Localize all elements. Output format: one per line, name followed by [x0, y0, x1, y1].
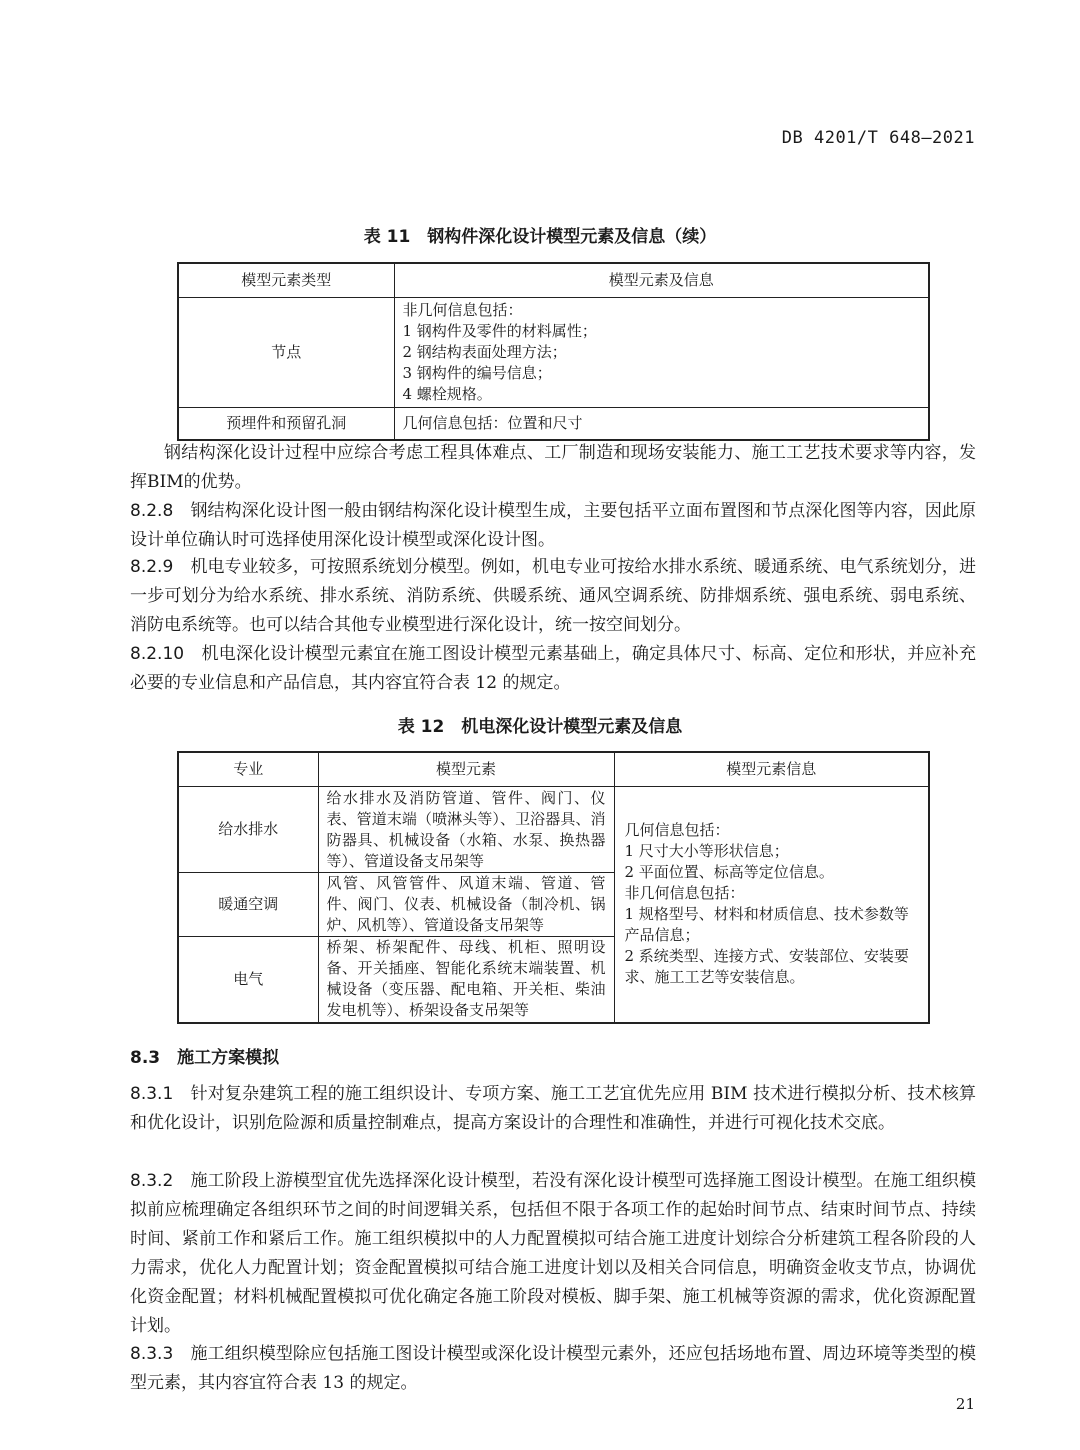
element-info-cell [394, 408, 929, 440]
info-line: 4 螺栓规格。 [402, 385, 492, 403]
section-heading-8-3 [130, 1043, 279, 1068]
column-header: 模型元素类型 [178, 263, 394, 298]
info-line: 3 钢构件的编号信息； [402, 364, 552, 382]
clause-8-3-3 [130, 1340, 976, 1398]
clause-number: 8.3.1 [130, 1084, 174, 1104]
info-line: 1 尺寸大小等形状信息； [624, 842, 789, 861]
clause-text: 机电专业较多，可按照系统划分模型。例如，机电专业可按给水排水系统、暖通系统、电气系统划分，进一步可划分为给水系统、排水系统、消防系统、供暖系统、通风空调系统、防排烟系统、强电系统、弱电系统、消防电系统等。也可以结合其他专业模型进行深化设计，统一按空间划分。 [130, 557, 977, 635]
clause-number: 8.3.3 [130, 1344, 174, 1364]
clause-number: 8.2.8 [130, 501, 174, 521]
elements-cell: 风管、风管管件、风道末端、管道、管件、阀门、仪表、机械设备（制冷机、锅炉、风机等）、管道设备支吊架等 [318, 873, 614, 937]
info-line: 非几何信息包括： [402, 301, 523, 319]
standard-number: DB 4201/T 648—2021 [781, 128, 975, 148]
discipline-cell: 电气 [178, 937, 318, 1023]
column-header: 模型元素信息 [614, 752, 929, 787]
clause-text: 机电深化设计模型元素宜在施工图设计模型元素基础上，确定具体尺寸、标高、定位和形状，并应补充必要的专业信息和产品信息，其内容宜符合表 12 的规定。 [130, 644, 977, 693]
info-line: 2 系统类型、连接方式、安装部位、安装要求、施工工艺等安装信息。 [624, 947, 909, 987]
table-12 [177, 751, 930, 1024]
elements-cell: 桥架、桥架配件、母线、机柜、照明设备、开关插座、智能化系统末端装置、机械设备（变压器、配电箱、开关柜、柴油发电机等）、桥架设备支吊架等 [318, 937, 614, 1023]
clause-8-2-9 [130, 553, 976, 640]
info-line: 几何信息包括： [624, 821, 730, 840]
info-line: 2 钢结构表面处理方法； [402, 343, 567, 361]
column-header: 模型元素 [318, 752, 614, 787]
section-title: 施工方案模拟 [177, 1048, 280, 1068]
info-line: 非几何信息包括： [624, 884, 745, 903]
section-number: 8.3 [130, 1048, 161, 1068]
clause-8-3-2 [130, 1167, 976, 1341]
table-row [178, 408, 929, 440]
discipline-cell: 给水排水 [178, 787, 318, 873]
elements-cell: 给水排水及消防管道、管件、阀门、仪表、管道末端（喷淋头等）、卫浴器具、消防器具、机械设备（水箱、水泵、换热器等）、管道设备支吊架等 [318, 787, 614, 873]
clause-text: 施工组织模型除应包括施工图设计模型或深化设计模型元素外，还应包括场地布置、周边环境等类型的模型元素，其内容宜符合表 13 的规定。 [130, 1344, 977, 1393]
clause-8-2-10 [130, 640, 976, 698]
info-line: 1 规格型号、材料和材质信息、技术参数等产品信息； [624, 905, 909, 945]
clause-8-2-8 [130, 497, 976, 555]
element-info-cell [614, 787, 929, 1023]
clause-text: 施工阶段上游模型宜优先选择深化设计模型，若没有深化设计模型可选择施工图设计模型。在施工组织模拟前应梳理确定各组织环节之间的时间逻辑关系，包括但不限于各项工作的起始时间节点、结束时间节点、持续时间、紧前工作和紧后工作。施工组织模拟中的人力配置模拟可结合施工进度计划综合分析建筑工程各阶段的人力需求，优化人力配置计划；资金配置模拟可结合施工进度计划以及相关合同信息，明确资金收支节点，协调优化资金配置；材料机械配置模拟可优化确定各施工阶段对模板、脚手架、施工机械等资源的需求，优化资源配置计划。 [130, 1171, 977, 1336]
clause-text: 钢结构深化设计图一般由钢结构深化设计模型生成，主要包括平立面布置图和节点深化图等内容，因此原设计单位确认时可选择使用深化设计模型或深化设计图。 [130, 501, 977, 550]
table-header-row [178, 752, 929, 787]
discipline-cell: 暖通空调 [178, 873, 318, 937]
table-row [178, 787, 929, 873]
paragraph: 钢结构深化设计过程中应综合考虑工程具体难点、工厂制造和现场安装能力、施工工艺技术要求等内容，发挥BIM的优势。 [130, 443, 976, 492]
column-header: 模型元素及信息 [394, 263, 929, 298]
element-type-cell: 节点 [178, 298, 394, 408]
page-number: 21 [955, 1395, 975, 1413]
table-11 [177, 262, 930, 441]
table-11-caption: 表 11 钢构件深化设计模型元素及信息（续） [363, 227, 717, 247]
info-line: 2 平面位置、标高等定位信息。 [624, 863, 834, 882]
table-12-caption: 表 12 机电深化设计模型元素及信息 [397, 717, 683, 737]
table-row [178, 298, 929, 408]
info-line: 1 钢构件及零件的材料属性； [402, 322, 597, 340]
element-info-cell [394, 298, 929, 408]
element-type-cell: 预埋件和预留孔洞 [178, 408, 394, 440]
clause-number: 8.2.9 [130, 557, 174, 577]
table-header-row [178, 263, 929, 298]
clause-8-3-1 [130, 1080, 976, 1138]
clause-number: 8.2.10 [130, 644, 185, 664]
info-line: 几何信息包括：位置和尺寸 [402, 413, 583, 432]
column-header: 专业 [178, 752, 318, 787]
clause-text: 针对复杂建筑工程的施工组织设计、专项方案、施工工艺宜优先应用 BIM 技术进行模拟分析、技术核算和优化设计，识别危险源和质量控制难点，提高方案设计的合理性和准确性，并进行可视化技术交底。 [130, 1084, 977, 1133]
clause-number: 8.3.2 [130, 1171, 174, 1191]
